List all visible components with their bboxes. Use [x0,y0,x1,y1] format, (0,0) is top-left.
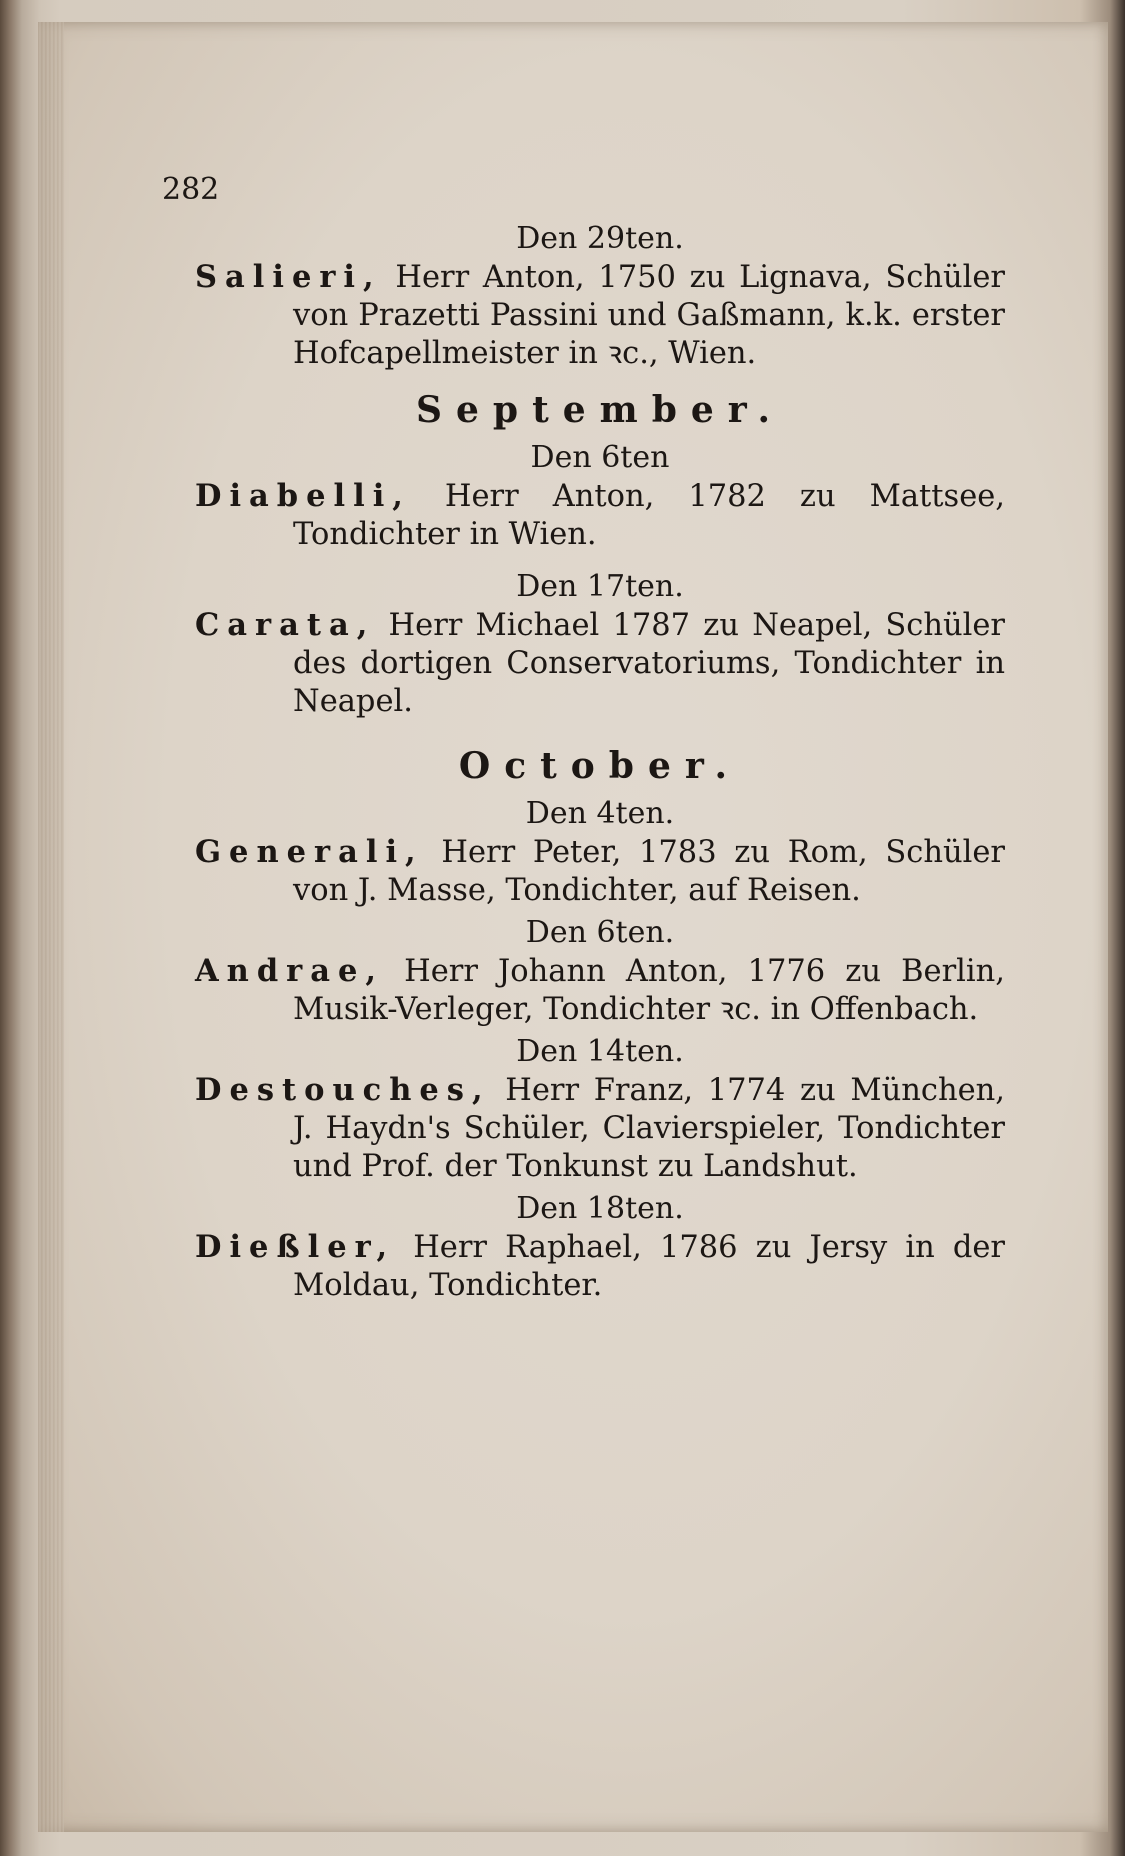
entry-text: Herr Peter, 1783 zu Rom, Schüler von J. Masse, Tondichter, auf Reisen. [293,835,1005,908]
biography-entry [195,258,1005,373]
biography-entry [195,1071,1005,1186]
date-heading: Den 6ten [530,440,670,475]
biography-entry [195,1228,1005,1305]
biography-entry [195,952,1005,1029]
biography-entry [195,477,1005,554]
entry-name: Diabelli, [195,478,411,514]
month-heading: October. [458,745,742,787]
entry-name: Dießler, [195,1229,396,1265]
date-heading: Den 6ten. [525,915,675,950]
date-heading: Den 17ten. [516,569,684,604]
entry-name: Salieri, [195,259,382,295]
page-content [195,220,1005,1309]
entry-text: Herr Raphael, 1786 zu Jersy in der Moldau, Tondichter. [293,1230,1005,1303]
entry-name: Carata, [195,607,376,643]
date-heading: Den 14ten. [516,1034,684,1069]
date-heading: Den 18ten. [516,1191,684,1226]
entry-text: Herr Franz, 1774 zu München, J. Haydn's Schüler, Clavierspieler, Tondichter und Prof. der Tonkunst zu Landshut. [293,1073,1005,1184]
entry-name: Destouches, [195,1072,491,1108]
entry-text: Herr Michael 1787 zu Neapel, Schüler des dortigen Conservatoriums, Tondichter in Neapel. [293,608,1005,719]
entry-text: Herr Anton, 1750 zu Lignava, Schüler von Prazetti Passini und Gaßmann, k.k. erster Hofcapellmeister in ꝛc., Wien. [293,260,1005,371]
month-heading: September. [416,389,784,431]
entry-name: Generali, [195,834,424,870]
date-heading: Den 4ten. [525,796,675,831]
page-number: 282 [162,172,220,207]
date-heading: Den 29ten. [516,221,684,256]
entry-text: Herr Johann Anton, 1776 zu Berlin, Musik-Verleger, Tondichter ꝛc. in Offenbach. [293,954,1005,1027]
entry-name: Andrae, [195,953,385,989]
page-gutter-edge [38,22,64,1832]
entry-text: Herr Anton, 1782 zu Mattsee, Tondichter in Wien. [293,479,1005,552]
biography-entry [195,606,1005,721]
biography-entry [195,833,1005,910]
